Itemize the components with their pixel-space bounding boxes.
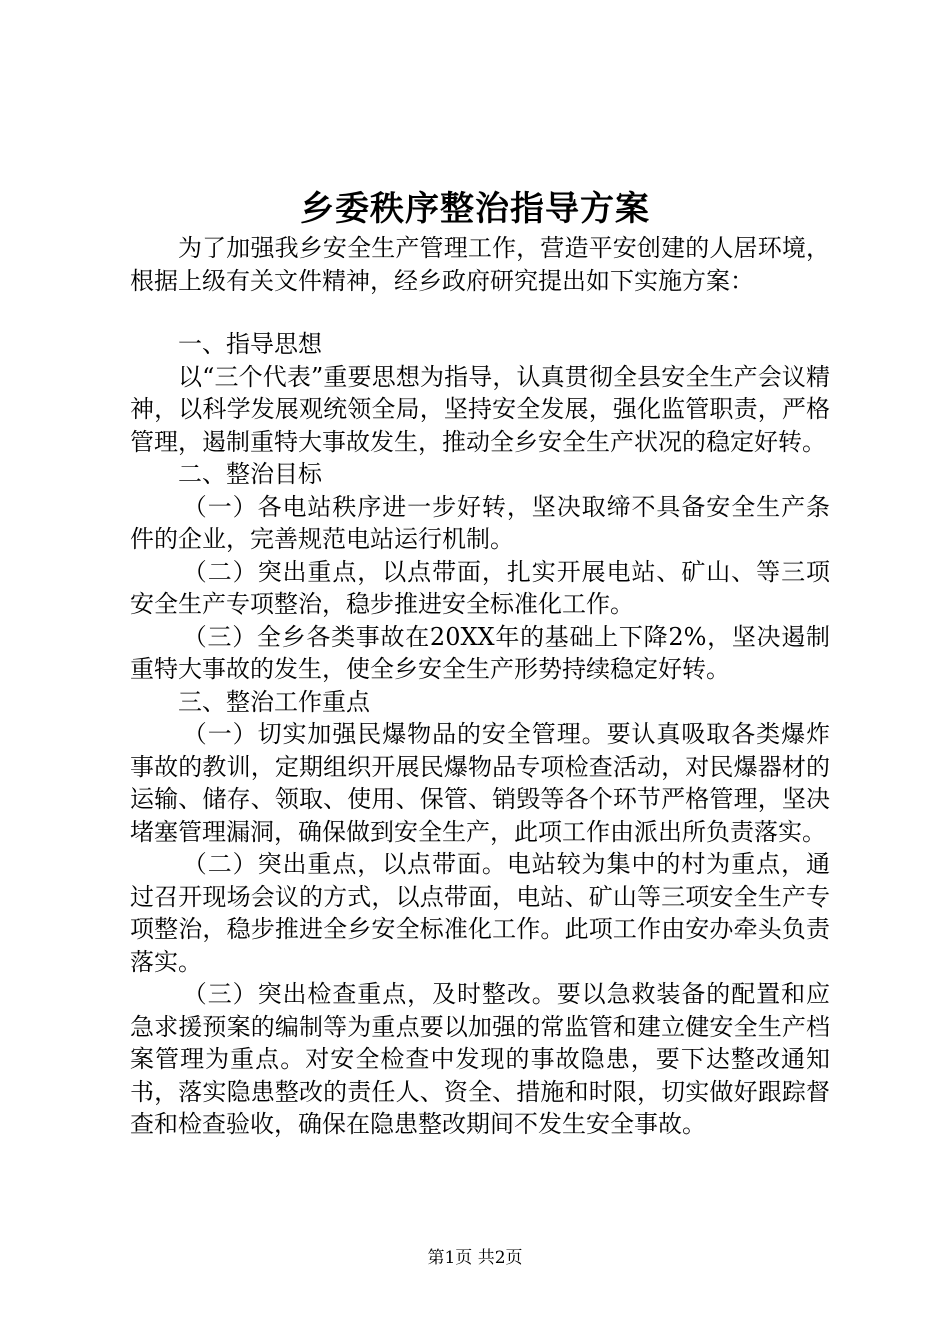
body-paragraph: 以“三个代表”重要思想为指导，认真贯彻全县安全生产会议精神，以科学发展观统领全局，坚持安全发展，强化监管职责，严格管理，遏制重特大事故发生，推动全乡安全生产状况的稳定好转。 — [130, 362, 830, 456]
list-item: （三）突出检查重点，及时整改。要以急救装备的配置和应急求援预案的编制等为重点要以加强的常监管和建立健安全生产档案管理为重点。对安全检查中发现的事故隐患，要下达整改通知书，落实隐患整改的责任人、资全、措施和时限，切实做好跟踪督查和检查验收，确保在隐患整改期间不发生安全事故。 — [130, 980, 830, 1138]
list-item: （二）突出重点，以点带面。电站较为集中的村为重点，通过召开现场会议的方式，以点带面，电站、矿山等三项安全生产专项整治，稳步推进全乡安全标准化工作。此项工作由安办牵头负责落实。 — [130, 850, 830, 976]
section-heading: 一、指导思想 — [178, 330, 322, 358]
section-heading: 三、整治工作重点 — [178, 687, 370, 716]
list-item: （二）突出重点，以点带面，扎实开展电站、矿山、等三项安全生产专项整治，稳步推进安全标准化工作。 — [130, 557, 830, 618]
list-item: （三）全乡各类事故在20XX年的基础上下降2%，坚决遏制重特大事故的发生，使全乡安全生产形势持续稳定好转。 — [130, 622, 830, 683]
list-item: （一）各电站秩序进一步好转，坚决取缔不具备安全生产条件的企业，完善规范电站运行机制。 — [130, 492, 830, 553]
document-body — [130, 232, 830, 1141]
page-number: 第1页 共2页 — [427, 1248, 523, 1268]
intro-paragraph: 为了加强我乡安全生产管理工作，营造平安创建的人居环境，根据上级有关文件精神，经乡政府研究提出如下实施方案： — [130, 234, 830, 295]
document-title: 乡委秩序整治指导方案 — [300, 189, 650, 229]
list-item: （一）切实加强民爆物品的安全管理。要认真吸取各类爆炸事故的教训，定期组织开展民爆物品专项检查活动，对民爆器材的运输、储存、领取、使用、保管、销毁等各个环节严格管理，坚决堵塞管理漏洞，确保做到安全生产，此项工作由派出所负责落实。 — [130, 720, 830, 846]
section-heading: 二、整治目标 — [178, 460, 322, 488]
